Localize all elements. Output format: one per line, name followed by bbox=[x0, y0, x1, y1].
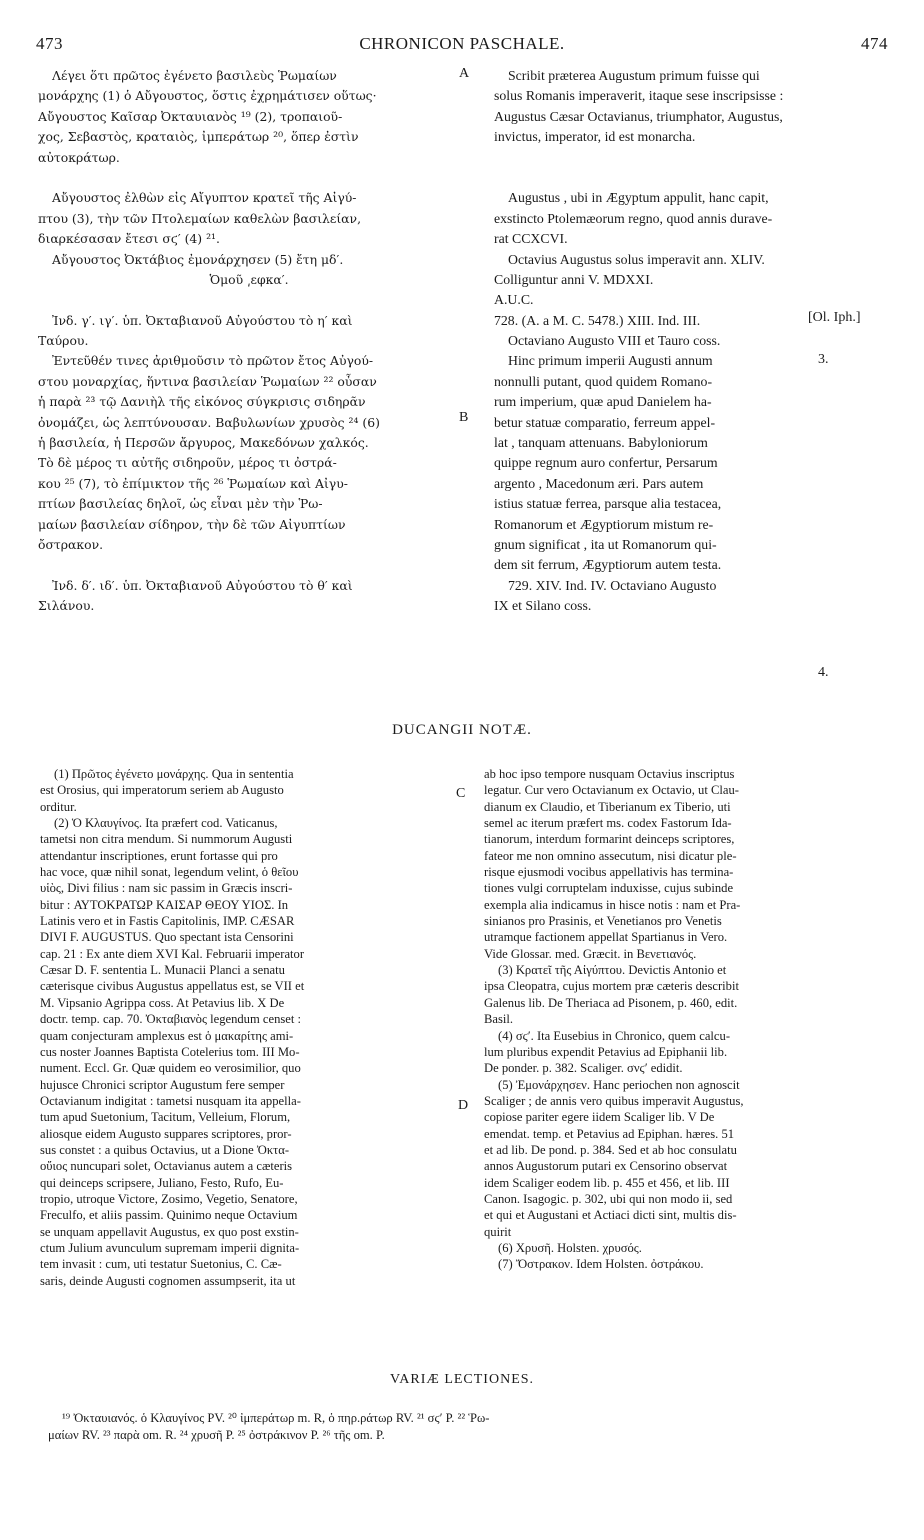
greek-text-line: Σιλάνου. bbox=[38, 598, 95, 614]
note-line: (7) Ὄστρακον. Idem Holsten. ὀστράκου. bbox=[498, 1257, 704, 1272]
margin-marker-a: A bbox=[459, 66, 470, 81]
note-line: lum pluribus expendit Petavius ad Epiphanii lib. bbox=[484, 1044, 728, 1059]
page-header bbox=[36, 34, 888, 56]
note-line: cæterisque civibus Augustus appellatus est, se VII et bbox=[40, 979, 305, 994]
latin-text-line: Augustus Cæsar Octavianus, triumphator, Augustus, bbox=[494, 108, 783, 124]
note-line: Canon. Isagogic. p. 302, ubi qui non modo ii, sed bbox=[484, 1191, 733, 1206]
greek-text-line: αὐτοκράτωρ. bbox=[38, 149, 120, 165]
margin-marker-c: C bbox=[456, 786, 466, 801]
margin-marker-d: D bbox=[458, 1098, 469, 1113]
note-line: dianum ex Claudio, et Tiberianum ex Tiberio, uti bbox=[484, 799, 731, 814]
note-line: sus constet : a quibus Octavius, ut a Dione Ὀκτα- bbox=[40, 1142, 290, 1157]
note-line: tropio, utroque Victore, Zosimo, Vegetio, Senatore, bbox=[40, 1191, 298, 1206]
note-line: tianorum, interdum formarint deinceps scriptores, bbox=[484, 832, 735, 847]
latin-text-line: nonnulli putant, quod quidem Romano- bbox=[494, 373, 713, 389]
latin-text-line: Octaviano Augusto VIII et Tauro coss. bbox=[508, 333, 721, 349]
note-line: utramque factionem appellat Spartianus in Vero. bbox=[484, 930, 728, 945]
latin-text-line: rat CCXCVI. bbox=[494, 231, 568, 247]
greek-text-line: Ἐντεῦθέν τινες ἀριθμοῦσιν τὸ πρῶτον ἔτος Αὐγού- bbox=[52, 353, 374, 369]
greek-text-line: ὀνομάζει, ὡς λεπτύνουσαν. Βαβυλωνίων χρυσὸς ²⁴ (6) bbox=[38, 414, 380, 430]
note-line: Freculfo, et aliis passim. Quinimo neque Octavium bbox=[40, 1208, 298, 1223]
variae-lectiones bbox=[48, 1410, 884, 1444]
notes-right-column bbox=[484, 766, 886, 1273]
greek-text-line: Τὸ δὲ μέρος τι αὐτῆς σιδηροῦν, μέρος τι ὀστρά- bbox=[38, 455, 337, 471]
latin-text-line: Augustus , ubi in Ægyptum appulit, hanc capit, bbox=[508, 190, 769, 206]
note-line: tiones vulgi corruptelam induxisse, cujus subinde bbox=[484, 881, 734, 896]
note-line: doctr. temp. cap. 70. Ὀκταβιανὸς legendum censet : bbox=[40, 1012, 302, 1027]
latin-text-line: istius statuæ ferrea, parsque alia testacea, bbox=[494, 496, 722, 512]
note-line: idem Scaliger eodem lib. p. 455 et 456, et lib. III bbox=[484, 1175, 730, 1190]
note-line: (4) σϛ′. Ita Eusebius in Chronico, quem calcu- bbox=[498, 1028, 731, 1043]
latin-text-line: argento , Macedonum æri. Pars autem bbox=[494, 475, 704, 491]
note-line: Octavianum indigitat : tametsi nusquam ita appella- bbox=[40, 1093, 301, 1108]
note-line: hujusce Chronici scriptor Augustum fere semper bbox=[40, 1077, 285, 1092]
notes-title: DUCANGII NOTÆ. bbox=[392, 722, 532, 738]
note-line: se unquam appellavit Augustus, ex quo post exstin- bbox=[40, 1224, 299, 1239]
note-line: Cæsar D. F. sententia L. Munacii Planci a senatu bbox=[40, 963, 285, 978]
greek-text-line: Ἰνδ. γ′. ιγ′. ὑπ. Ὀκταβιανοῦ Αὐγούστου τὸ η′ καὶ bbox=[52, 312, 353, 328]
greek-text-line: μαίων βασιλείαν σίδηρον, τὴν δὲ τῶν Αἰγυπτίων bbox=[38, 516, 346, 532]
greek-text-column bbox=[38, 66, 460, 617]
note-line: tametsi non citra mendum. Si nummorum Augusti bbox=[40, 832, 293, 847]
greek-text-line: διαρκέσασαν ἔτεσι σϛ′ (4) ²¹. bbox=[38, 231, 220, 247]
note-line: emendat. temp. et Petavius ad Epiphan. hæres. 51 bbox=[484, 1126, 735, 1141]
greek-text-line: ἡ παρὰ ²³ τῷ Δανιὴλ τῆς εἰκόνος σύγκρισις σιδηρᾶν bbox=[38, 394, 366, 410]
note-line: orditur. bbox=[40, 799, 77, 814]
latin-text-line: exstincto Ptolemæorum regno, quod annis durave- bbox=[494, 210, 773, 226]
margin-marker-b: B bbox=[459, 410, 469, 425]
latin-text-column bbox=[494, 66, 886, 617]
note-line: hac voce, quæ nihil sonat, legendum velint, ὁ θεῖου bbox=[40, 865, 299, 880]
note-line: semel ac iterum præfert ms. codex Fastorum Ida- bbox=[484, 816, 732, 831]
running-title: CHRONICON PASCHALE. bbox=[359, 34, 565, 53]
olympiad-label: [Ol. Iph.] bbox=[808, 310, 861, 325]
latin-text-line: Hinc primum imperii Augusti annum bbox=[508, 353, 713, 369]
variant-reading-line: μαίων RV. ²³ παρὰ om. R. ²⁴ χρυσῆ P. ²⁵ ὀστράκινον P. ²⁶ τῆς om. P. bbox=[48, 1428, 385, 1442]
note-line: tem invasit : cum, uti testatur Suetonius, C. Cæ- bbox=[40, 1257, 282, 1272]
note-line: annos Augustorum putari ex Censorino observat bbox=[484, 1159, 728, 1174]
note-line: (5) Ἐμονάρχησεν. Hanc periochen non agnoscit bbox=[498, 1077, 740, 1092]
latin-text-line: gnum significat , ita ut Romanorum qui- bbox=[494, 536, 717, 552]
note-line: bitur : ΑΥΤΟΚΡΑΤΩΡ ΚΑΙΣΑΡ ΘΕΟΥ ΥΙΟΣ. In bbox=[40, 897, 289, 912]
latin-text-line: solus Romanis imperaverit, itaque sese inscripsisse : bbox=[494, 88, 784, 104]
greek-text-line bbox=[38, 555, 460, 575]
latin-text-line: Octavius Augustus solus imperavit ann. XLIV. bbox=[508, 251, 765, 267]
note-line: (6) Χρυσῆ. Holsten. χρυσός. bbox=[498, 1240, 642, 1255]
note-line: copiose pariter egere iidem Scaliger lib. V De bbox=[484, 1110, 715, 1125]
greek-text-line: χος, Σεβαστὸς, κραταιὸς, ἰμπεράτωρ ²⁰, ὅπερ ἐστὶν bbox=[38, 129, 359, 145]
note-line: Scaliger ; de annis vero quibus imperavit Augustus, bbox=[484, 1093, 744, 1108]
note-line: Latinis vero et in Fastis Capitolinis, IMP. CÆSAR bbox=[40, 914, 295, 929]
note-line: tum apud Suetonium, Tacitum, Velleium, Florum, bbox=[40, 1110, 291, 1125]
note-line: ipsa Cleopatra, cujus mortem præ cæteris describit bbox=[484, 979, 739, 994]
greek-text-line: Ὁμοῦ ͵εφκα′. bbox=[209, 271, 289, 287]
olympiad-year-4: 4. bbox=[818, 665, 829, 680]
variant-reading-line: ¹⁹ Ὀκταυιανός. ὁ Κλαυγίνος PV. ²⁰ ἰμπεράτωρ m. R, ὁ πηρ.ράτωρ RV. ²¹ σϛ′ P. ²² Ῥω- bbox=[62, 1411, 490, 1425]
note-line: υἱὸς, Divi filius : nam sic passim in Græcis inscri- bbox=[40, 881, 293, 896]
greek-text-line: Αὔγουστος ἐλθὼν εἰς Αἴγυπτον κρατεῖ τῆς Αἰγύ- bbox=[52, 190, 357, 206]
note-line: et ad lib. De pond. p. 384. Sed et ab hoc consulatu bbox=[484, 1142, 737, 1157]
greek-text-line: ἡ βασιλεία, ἡ Περσῶν ἄργυρος, Μακεδόνων χαλκός. bbox=[38, 435, 369, 451]
latin-text-line: betur statuæ comparatio, ferreum appel- bbox=[494, 414, 716, 430]
page-number-left: 473 bbox=[36, 34, 63, 53]
greek-text-line: Αὔγουστος Καῖσαρ Ὀκταυιανὸς ¹⁹ (2), τροπαιοῦ- bbox=[38, 108, 343, 124]
note-line: sinianos pro Prasinis, et Venetianos pro Venetis bbox=[484, 914, 722, 929]
note-line: De ponder. p. 382. Scaliger. σνϛ′ edidit. bbox=[484, 1061, 683, 1076]
note-line: οὔιος nuncupari solet, Octavianus autem a cæteris bbox=[40, 1159, 293, 1174]
greek-text-line: Ταύρου. bbox=[38, 333, 89, 349]
note-line: (1) Πρῶτος ἐγένετο μονάρχης. Qua in sententia bbox=[54, 767, 294, 781]
greek-text-line: Ἰνδ. δ′. ιδ′. ὑπ. Ὀκταβιανοῦ Αὐγούστου τὸ θ′ καὶ bbox=[52, 577, 353, 593]
note-line: cus noster Joannes Baptista Cotelerius tom. III Mo- bbox=[40, 1044, 300, 1059]
greek-text-line bbox=[38, 168, 460, 188]
note-line: Basil. bbox=[484, 1012, 514, 1027]
note-line: cap. 21 : Ex ante diem XVI Kal. Februarii imperator bbox=[40, 946, 305, 961]
latin-text-line: dem sit ferrum, Ægyptiorum autem testa. bbox=[494, 557, 722, 573]
latin-text-line: lat , tanquam attenuans. Babyloniorum bbox=[494, 435, 708, 451]
note-line: M. Vipsanio Agrippa coss. At Petavius lib. X De bbox=[40, 995, 285, 1010]
latin-text-line bbox=[494, 168, 886, 188]
note-line: et qui et Augustani et Actiaci dicti sint, multis dis- bbox=[484, 1208, 737, 1223]
note-line: fateor me non omnino assecutum, nisi dicatur ple- bbox=[484, 848, 737, 863]
latin-text-line: 729. XIV. Ind. IV. Octaviano Augusto bbox=[508, 577, 717, 593]
note-line: Galenus lib. De Theriaca ad Pisonem, p. 460, edit. bbox=[484, 995, 738, 1010]
greek-text-line: Λέγει ὅτι πρῶτος ἐγένετο βασιλεὺς Ῥωμαίων bbox=[52, 68, 337, 83]
latin-text-line: IX et Silano coss. bbox=[494, 598, 592, 614]
note-line: quirit bbox=[484, 1224, 512, 1239]
note-line: risque ejusmodi vocibus appellativis has termina- bbox=[484, 865, 734, 880]
latin-text-line: Colliguntur anni V. MDXXI. bbox=[494, 271, 654, 287]
note-line: ctum Julium avunculum supremam imperii dignita- bbox=[40, 1240, 300, 1255]
notes-left-column bbox=[40, 766, 454, 1289]
latin-text-line: A.U.C. bbox=[494, 292, 534, 308]
note-line: ab hoc ipso tempore nusquam Octavius inscriptus bbox=[484, 767, 735, 781]
note-line: legatur. Cur vero Octavianum ex Octavio, ut Clau- bbox=[484, 783, 739, 798]
note-line: (3) Κρατεῖ τῆς Αἰγύπτου. Devictis Antonio et bbox=[498, 963, 727, 978]
greek-text-line: Αὔγουστος Ὀκτάβιος ἐμονάρχησεν (5) ἔτη μδ′. bbox=[52, 251, 344, 267]
variae-title: VARIÆ LECTIONES. bbox=[389, 1372, 535, 1387]
latin-text-line: rum imperium, quæ apud Danielem ha- bbox=[494, 394, 712, 410]
note-line: Vide Glossar. med. Græcit. in Βενετιανός. bbox=[484, 946, 697, 961]
latin-text-line: quippe regnum auro confertur, Persarum bbox=[494, 455, 718, 471]
greek-text-line: κου ²⁵ (7), τὸ ἐπίμικτον τῆς ²⁶ Ῥωμαίων καὶ Αἰγυ- bbox=[38, 475, 348, 491]
greek-text-line bbox=[38, 290, 460, 310]
greek-text-line: μονάρχης (1) ὁ Αὔγουστος, ὅστις ἐχρημάτισεν οὕτως· bbox=[38, 88, 377, 104]
note-line: saris, deinde Augusti cognomen assumpserit, ita ut bbox=[40, 1273, 296, 1288]
note-line: exempla alia indicamus in hisce notis : nam et Pra- bbox=[484, 897, 741, 912]
latin-text-line bbox=[494, 148, 886, 168]
greek-text-line: πτου (3), τὴν τῶν Πτολεμαίων καθελὼν βασιλείαν, bbox=[38, 210, 362, 226]
greek-text-line: πτίων βασιλείας δηλοῖ, ὡς εἶναι μὲν τὴν Ῥω- bbox=[38, 496, 323, 512]
latin-text-line: Romanorum et Ægyptiorum mistum re- bbox=[494, 516, 714, 532]
note-line: qui deinceps scripsere, Juliano, Festo, Rufo, Eu- bbox=[40, 1175, 284, 1190]
page-number-right: 474 bbox=[861, 34, 888, 53]
note-line: attendantur inscriptiones, erunt fortasse qui pro bbox=[40, 848, 278, 863]
note-line: quam conjecturam amplexus est ὁ μακαρίτης ami- bbox=[40, 1028, 294, 1043]
greek-text-line: ὄστρακον. bbox=[38, 536, 104, 552]
latin-text-line: Scribit præterea Augustum primum fuisse qui bbox=[508, 68, 760, 83]
latin-text-line: 728. (A. a M. C. 5478.) XIII. Ind. III. bbox=[494, 312, 701, 328]
latin-text-line: invictus, imperator, id est monarcha. bbox=[494, 129, 696, 145]
note-line: est Orosius, qui imperatorum seriem ab Augusto bbox=[40, 783, 284, 798]
note-line: DIVI F. AUGUSTUS. Quo spectant ista Censorini bbox=[40, 930, 294, 945]
olympiad-year-3: 3. bbox=[818, 352, 829, 367]
note-line: nument. Eccl. Gr. Quæ quidem eo verosimilior, quo bbox=[40, 1061, 301, 1076]
greek-text-line: στου μοναρχίας, ἥντινα βασιλείαν Ῥωμαίων ²² οὖσαν bbox=[38, 373, 377, 389]
note-line: (2) Ὁ Κλαυγίνος. Ita præfert cod. Vaticanus, bbox=[54, 816, 278, 831]
note-line: aliosque eidem Augusto suppares scriptores, pror- bbox=[40, 1126, 292, 1141]
